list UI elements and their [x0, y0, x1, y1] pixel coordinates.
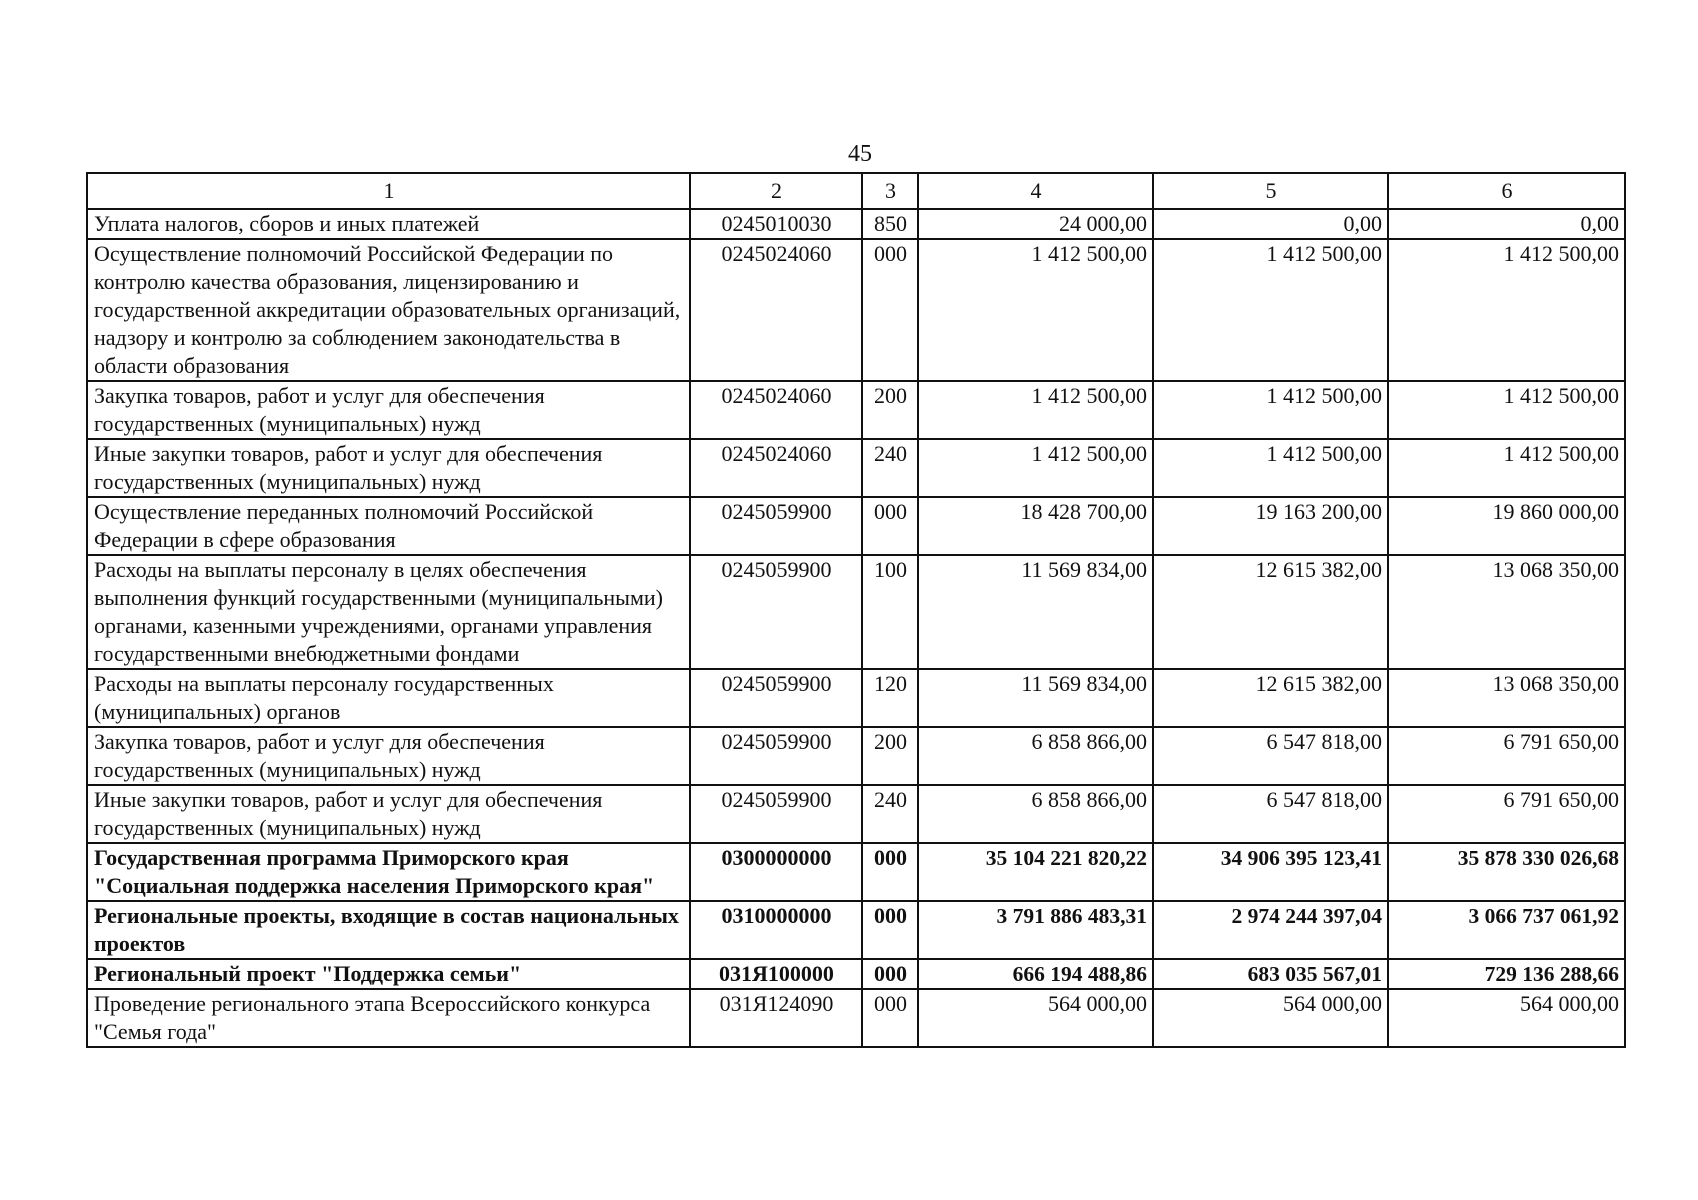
row-value-2-cell: 1 412 500,00 [1153, 439, 1388, 497]
table-row [87, 669, 1625, 727]
row-name-cell: Осуществление переданных полномочий Российской Федерации в сфере образования [87, 497, 690, 555]
row-kind-cell: 120 [862, 669, 918, 727]
row-value-1-cell: 1 412 500,00 [918, 239, 1153, 381]
row-value-3-cell: 3 066 737 061,92 [1388, 901, 1625, 959]
row-value-2-cell: 6 547 818,00 [1153, 727, 1388, 785]
row-code-cell: 0245024060 [690, 381, 862, 439]
row-code-cell: 0245059900 [690, 669, 862, 727]
row-value-2-cell: 683 035 567,01 [1153, 959, 1388, 989]
row-value-1-cell: 1 412 500,00 [918, 381, 1153, 439]
row-value-3-cell: 729 136 288,66 [1388, 959, 1625, 989]
row-value-3-cell: 1 412 500,00 [1388, 439, 1625, 497]
header-cell-4: 4 [918, 173, 1153, 209]
header-cell-5: 5 [1153, 173, 1388, 209]
row-value-1-cell: 11 569 834,00 [918, 555, 1153, 669]
table-row [87, 727, 1625, 785]
row-kind-cell: 100 [862, 555, 918, 669]
row-name-cell: Осуществление полномочий Российской Федерации по контролю качества образования, лицензированию и государственной аккредитации образовательных организаций, надзору и контролю за соблюдением законодательства в области образования [87, 239, 690, 381]
row-name-cell: Иные закупки товаров, работ и услуг для обеспечения государственных (муниципальных) нужд [87, 439, 690, 497]
row-kind-cell: 000 [862, 497, 918, 555]
row-value-1-cell: 6 858 866,00 [918, 785, 1153, 843]
row-code-cell: 0300000000 [690, 843, 862, 901]
row-code-cell: 031Я124090 [690, 989, 862, 1047]
row-code-cell: 031Я100000 [690, 959, 862, 989]
table-row [87, 989, 1625, 1047]
row-kind-cell: 000 [862, 901, 918, 959]
header-cell-3: 3 [862, 173, 918, 209]
row-value-2-cell: 564 000,00 [1153, 989, 1388, 1047]
row-kind-cell: 850 [862, 209, 918, 239]
row-kind-cell: 240 [862, 785, 918, 843]
row-kind-cell: 200 [862, 727, 918, 785]
row-value-3-cell: 1 412 500,00 [1388, 381, 1625, 439]
row-name-cell: Государственная программа Приморского края "Социальная поддержка населения Приморского края" [87, 843, 690, 901]
row-name-cell: Расходы на выплаты персоналу государственных (муниципальных) органов [87, 669, 690, 727]
row-value-3-cell: 1 412 500,00 [1388, 239, 1625, 381]
row-code-cell: 0245010030 [690, 209, 862, 239]
row-value-2-cell: 12 615 382,00 [1153, 555, 1388, 669]
row-value-2-cell: 2 974 244 397,04 [1153, 901, 1388, 959]
row-value-3-cell: 35 878 330 026,68 [1388, 843, 1625, 901]
table-row [87, 439, 1625, 497]
row-value-2-cell: 6 547 818,00 [1153, 785, 1388, 843]
header-cell-2: 2 [690, 173, 862, 209]
row-kind-cell: 000 [862, 989, 918, 1047]
table-row [87, 785, 1625, 843]
row-name-cell: Закупка товаров, работ и услуг для обеспечения государственных (муниципальных) нужд [87, 381, 690, 439]
row-name-cell: Расходы на выплаты персоналу в целях обеспечения выполнения функций государственными (муниципальными) органами, казенными учреждениями, органами управления государственными внебюджетными фондами [87, 555, 690, 669]
table-row [87, 239, 1625, 381]
budget-table [86, 172, 1626, 1048]
row-value-1-cell: 6 858 866,00 [918, 727, 1153, 785]
table-row [87, 555, 1625, 669]
row-value-1-cell: 35 104 221 820,22 [918, 843, 1153, 901]
table-row [87, 209, 1625, 239]
row-value-3-cell: 19 860 000,00 [1388, 497, 1625, 555]
row-code-cell: 0245024060 [690, 439, 862, 497]
row-value-1-cell: 564 000,00 [918, 989, 1153, 1047]
header-cell-1: 1 [87, 173, 690, 209]
row-code-cell: 0310000000 [690, 901, 862, 959]
row-value-2-cell: 0,00 [1153, 209, 1388, 239]
row-value-1-cell: 24 000,00 [918, 209, 1153, 239]
row-name-cell: Иные закупки товаров, работ и услуг для обеспечения государственных (муниципальных) нужд [87, 785, 690, 843]
row-value-3-cell: 0,00 [1388, 209, 1625, 239]
row-code-cell: 0245059900 [690, 727, 862, 785]
row-kind-cell: 000 [862, 959, 918, 989]
page-number: 45 [848, 141, 872, 167]
row-value-2-cell: 1 412 500,00 [1153, 239, 1388, 381]
row-value-1-cell: 18 428 700,00 [918, 497, 1153, 555]
row-code-cell: 0245059900 [690, 555, 862, 669]
row-value-2-cell: 19 163 200,00 [1153, 497, 1388, 555]
table-row [87, 381, 1625, 439]
table-row [87, 497, 1625, 555]
header-cell-6: 6 [1388, 173, 1625, 209]
row-name-cell: Уплата налогов, сборов и иных платежей [87, 209, 690, 239]
row-value-1-cell: 1 412 500,00 [918, 439, 1153, 497]
row-name-cell: Региональный проект "Поддержка семьи" [87, 959, 690, 989]
row-name-cell: Региональные проекты, входящие в состав национальных проектов [87, 901, 690, 959]
row-kind-cell: 000 [862, 239, 918, 381]
row-value-1-cell: 3 791 886 483,31 [918, 901, 1153, 959]
table-header-row [87, 173, 1625, 209]
row-value-2-cell: 34 906 395 123,41 [1153, 843, 1388, 901]
row-kind-cell: 000 [862, 843, 918, 901]
row-value-3-cell: 6 791 650,00 [1388, 785, 1625, 843]
row-name-cell: Проведение регионального этапа Всероссийского конкурса "Семья года" [87, 989, 690, 1047]
row-code-cell: 0245024060 [690, 239, 862, 381]
row-value-3-cell: 564 000,00 [1388, 989, 1625, 1047]
table-row [87, 959, 1625, 989]
row-code-cell: 0245059900 [690, 497, 862, 555]
row-value-1-cell: 666 194 488,86 [918, 959, 1153, 989]
table-row [87, 843, 1625, 901]
row-value-2-cell: 1 412 500,00 [1153, 381, 1388, 439]
row-kind-cell: 200 [862, 381, 918, 439]
table-row [87, 901, 1625, 959]
row-value-3-cell: 6 791 650,00 [1388, 727, 1625, 785]
row-code-cell: 0245059900 [690, 785, 862, 843]
row-value-1-cell: 11 569 834,00 [918, 669, 1153, 727]
row-value-2-cell: 12 615 382,00 [1153, 669, 1388, 727]
row-value-3-cell: 13 068 350,00 [1388, 555, 1625, 669]
row-value-3-cell: 13 068 350,00 [1388, 669, 1625, 727]
row-name-cell: Закупка товаров, работ и услуг для обеспечения государственных (муниципальных) нужд [87, 727, 690, 785]
row-kind-cell: 240 [862, 439, 918, 497]
